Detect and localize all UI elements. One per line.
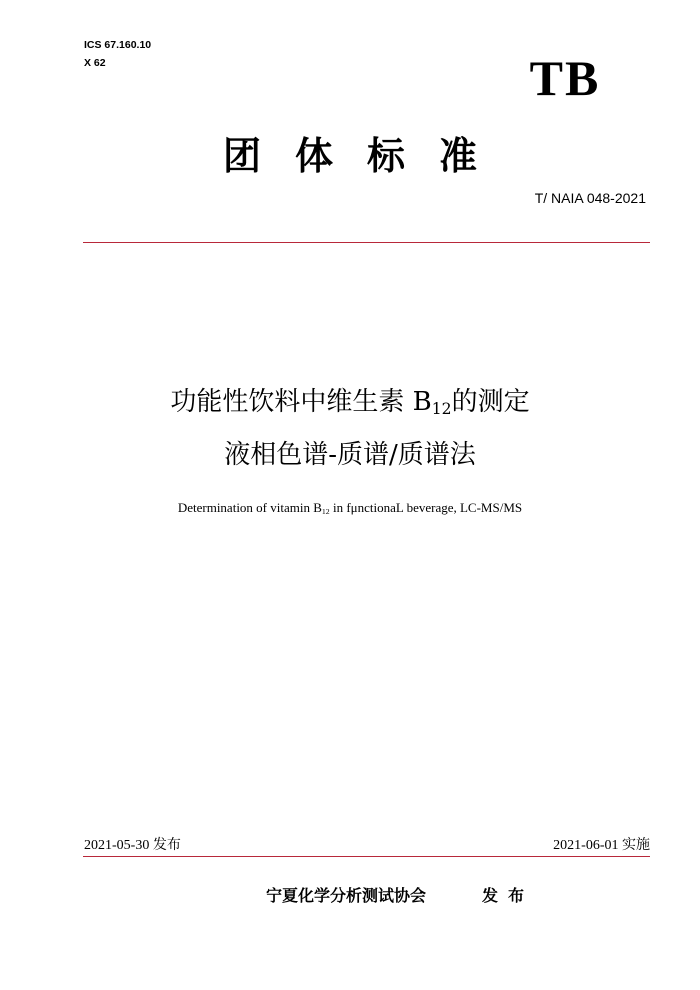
bottom-divider xyxy=(83,856,650,857)
title-en xyxy=(0,498,700,520)
top-divider xyxy=(83,242,650,243)
title-cn-suffix: 的测定 xyxy=(451,387,530,417)
ics-code: ICS 67.160.10 xyxy=(84,39,152,51)
classification-codes xyxy=(84,36,151,72)
publisher-name: 宁夏化学分析测试协会 xyxy=(266,886,427,905)
title-en-suffix: in fμnctionaL beverage, LC-MS/MS xyxy=(329,500,523,515)
implement-date: 2021-06-01 实施 xyxy=(553,838,650,853)
title-cn-subscript: 12 xyxy=(431,399,452,418)
tb-mark: TB xyxy=(529,50,601,106)
title-cn-line2: 液相色谱-质谱/质谱法 xyxy=(224,440,476,470)
title-cn-line1 xyxy=(0,384,700,423)
title-en-prefix: Determination of vitamin B xyxy=(177,500,322,515)
release-date: 2021-05-30 发布 xyxy=(84,838,181,853)
publish-label: 发布 xyxy=(482,886,535,905)
standard-type-title: 团体标准 xyxy=(222,134,511,178)
standard-number: T/ NAIA 048-2021 xyxy=(534,190,646,206)
title-en-subscript: 12 xyxy=(321,506,330,516)
title-cn-prefix: 功能性饮料中维生素 B xyxy=(170,387,432,417)
ccs-code: X 62 xyxy=(84,57,106,69)
